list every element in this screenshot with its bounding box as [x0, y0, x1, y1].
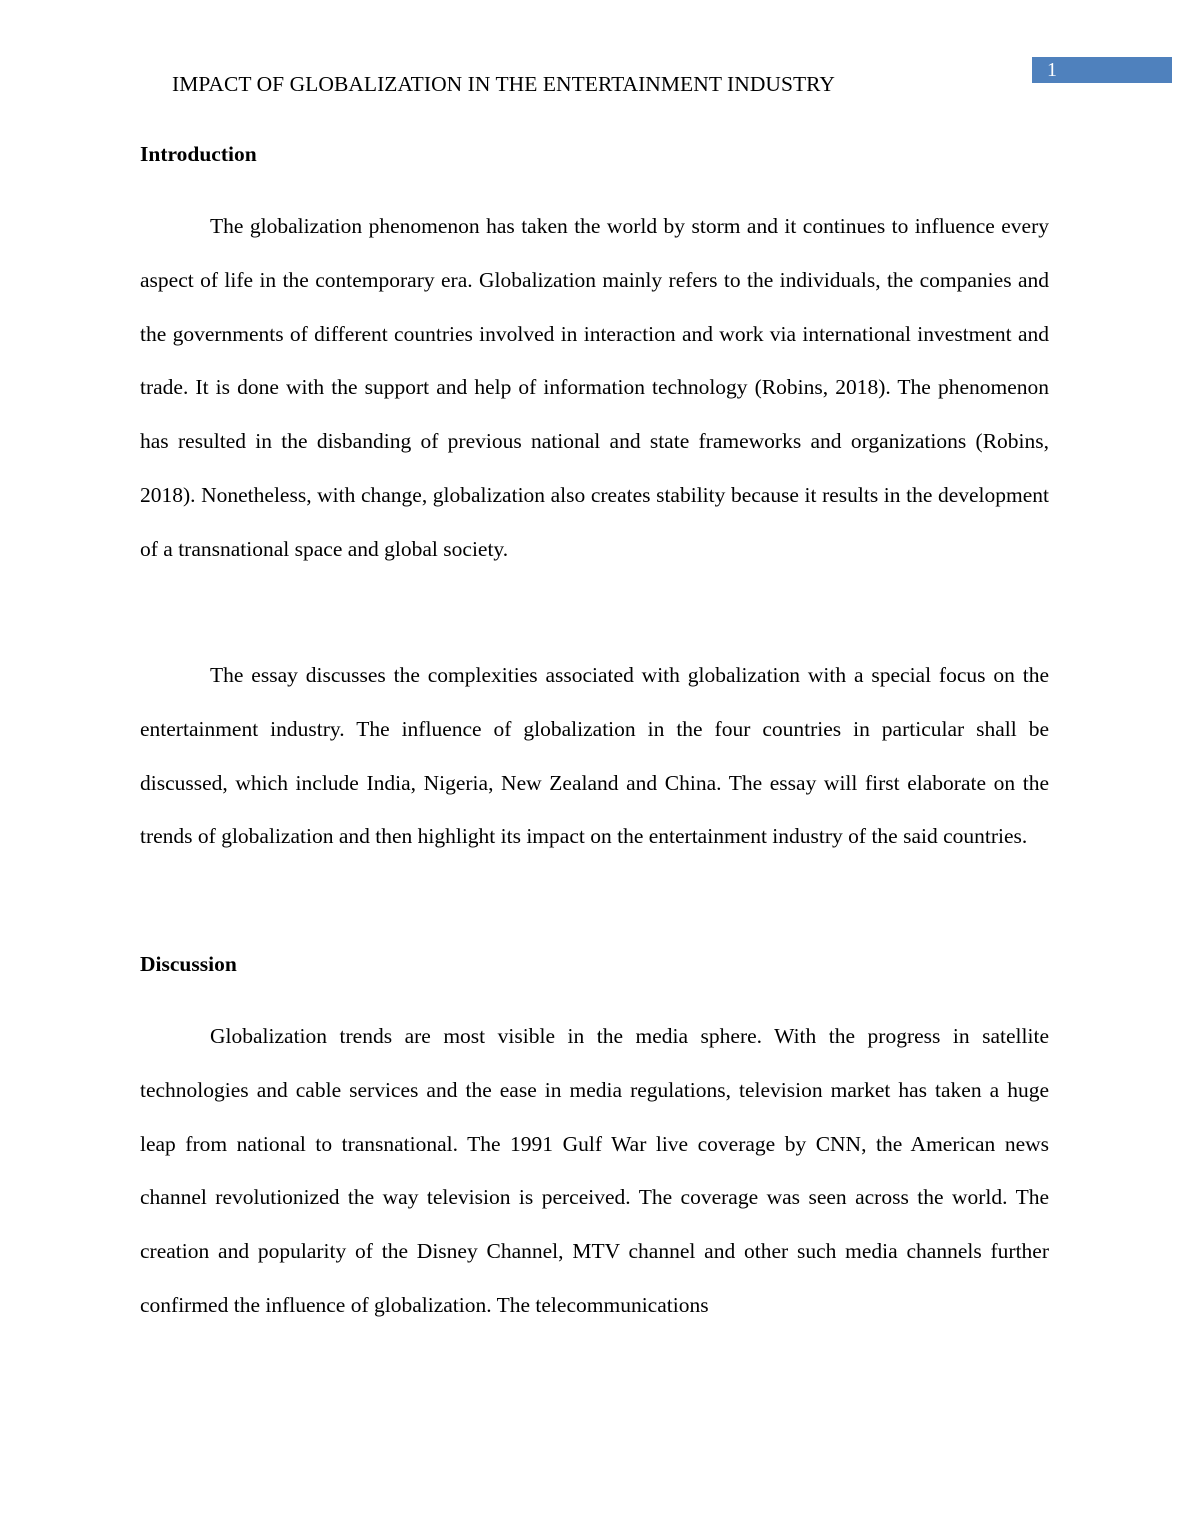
section-heading-introduction: Introduction — [140, 142, 257, 166]
page-number-badge: 1 — [1032, 57, 1172, 83]
paragraph-discussion-1: Globalization trends are most visible in the media sphere. With the progress in satellite technologies and cable services and the ease in media regulations, television market has taken a huge leap from national to transnational. The 1991 Gulf War live coverage by CNN, the American news channel revolutionized the way television is perceived. The coverage was seen across the world. The creation and popularity of the Disney Channel, MTV channel and other such media channels further confirmed the influence of globalization. The telecommunications — [140, 1024, 1049, 1317]
running-head: IMPACT OF GLOBALIZATION IN THE ENTERTAINMENT INDUSTRY — [172, 72, 835, 96]
section-heading-discussion: Discussion — [140, 952, 237, 976]
paragraph-introduction-1: The globalization phenomenon has taken the world by storm and it continues to influence every aspect of life in the contemporary era. Globalization mainly refers to the individuals, the companies and the governments of different countries involved in interaction and work via international investment and trade. It is done with the support and help of information technology (Robins, 2018). The phenomenon has resulted in the disbanding of previous national and state frameworks and organizations (Robins, 2018). Nonetheless, with change, globalization also creates stability because it results in the development of a transnational space and global society. — [140, 214, 1049, 561]
paragraph-introduction-2: The essay discusses the complexities associated with globalization with a special focus on the entertainment industry. The influence of globalization in the four countries in particular shall be discussed, which include India, Nigeria, New Zealand and China. The essay will first elaborate on the trends of globalization and then highlight its impact on the entertainment industry of the said countries. — [140, 663, 1049, 849]
